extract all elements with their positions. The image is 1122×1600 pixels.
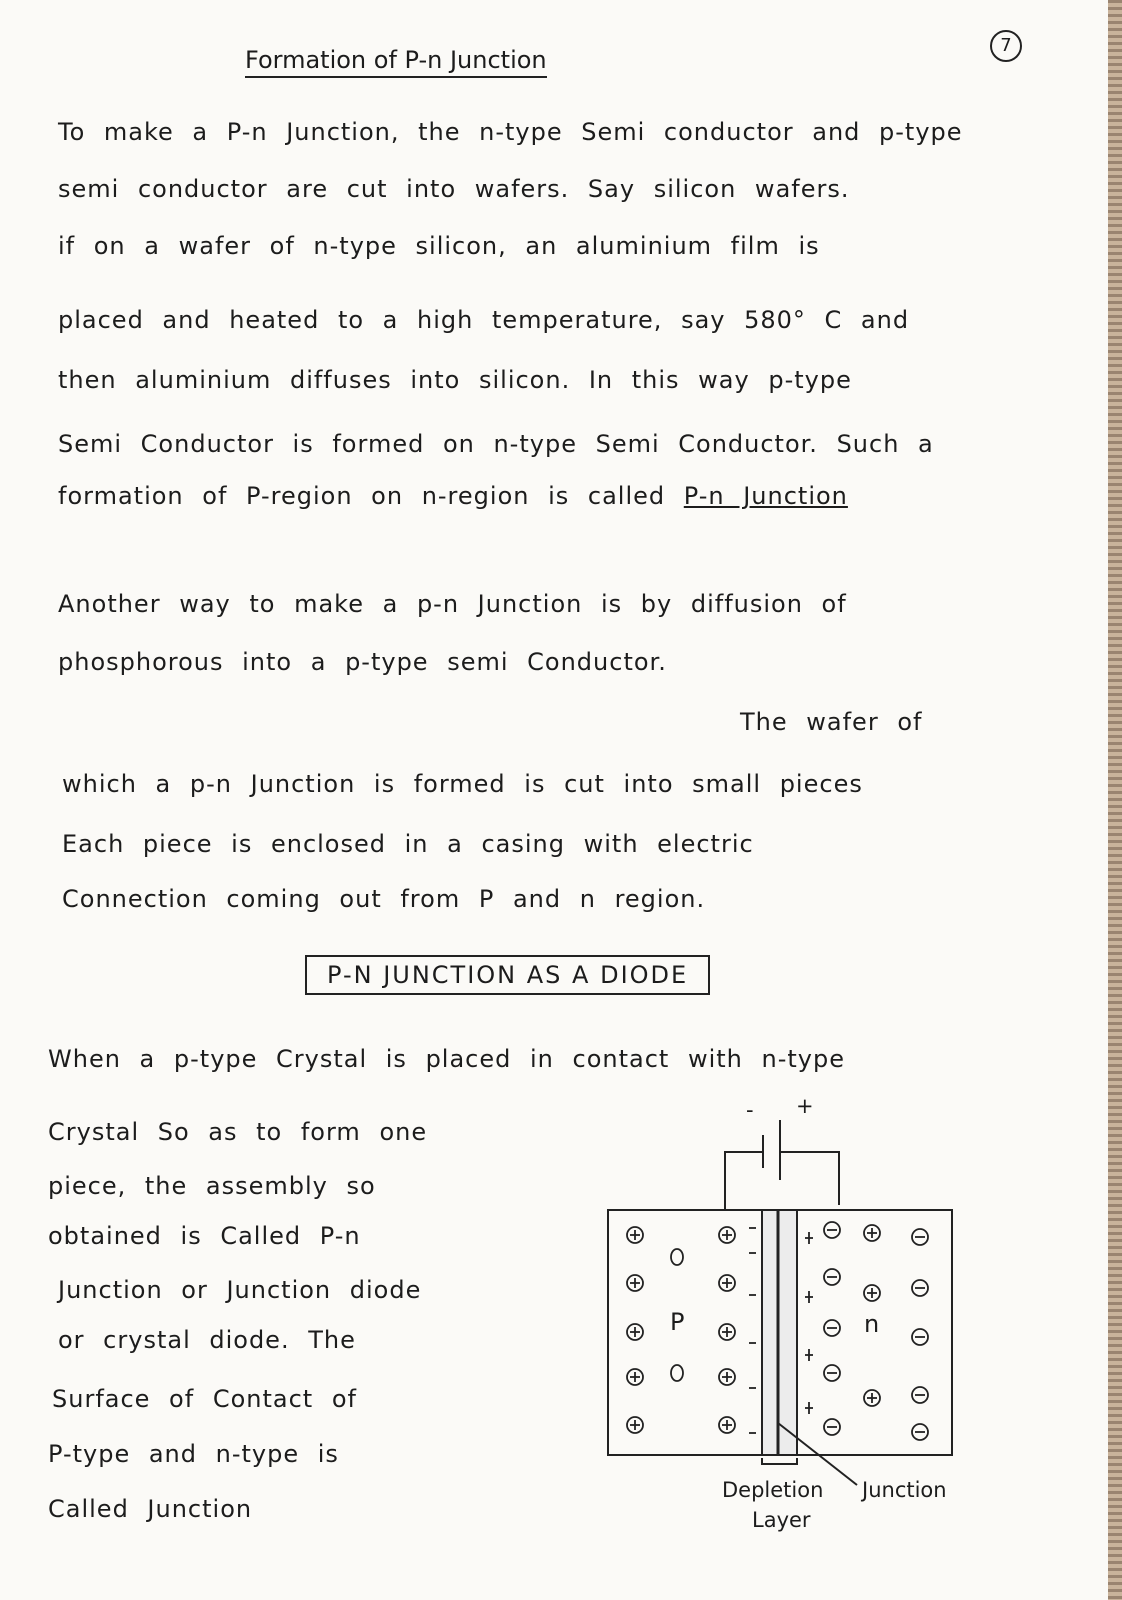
text-line: Each piece is enclosed in a casing with electric — [62, 830, 754, 858]
text-line: Crystal So as to form one — [48, 1118, 428, 1146]
depletion-bracket — [762, 1458, 797, 1464]
text-line: Another way to make a p-n Junction is by diffusion of — [58, 590, 847, 618]
text-line: if on a wafer of n-type silicon, an aluminium film is — [58, 232, 820, 260]
text-line: semi conductor are cut into wafers. Say silicon wafers. — [58, 175, 850, 203]
text-line: The wafer of — [740, 708, 923, 736]
text-line: Junction or Junction diode — [58, 1276, 422, 1304]
depletion-layer — [762, 1210, 797, 1455]
layer-label: Layer — [752, 1508, 811, 1532]
page-title: Formation of P-n Junction — [245, 46, 547, 78]
text-line: Called Junction — [48, 1495, 253, 1523]
junction-label: Junction — [862, 1478, 947, 1502]
text-line: P-type and n-type is — [48, 1440, 339, 1468]
section-heading: P-N JUNCTION AS A DIODE — [305, 955, 710, 995]
text-line: To make a P-n Junction, the n-type Semi conductor and p-type — [58, 118, 963, 146]
text-line: placed and heated to a high temperature, say 580° C and — [58, 306, 910, 334]
text-line: Surface of Contact of — [52, 1385, 357, 1413]
neutral-atom-icon — [671, 1249, 683, 1265]
text-line: or crystal diode. The — [58, 1326, 356, 1354]
page-number: 7 — [990, 30, 1022, 62]
depletion-label: Depletion — [722, 1478, 824, 1502]
text-line: Semi Conductor is formed on n-type Semi Conductor. Such a — [58, 430, 934, 458]
battery-plus-label: + — [796, 1094, 814, 1118]
emphasis-term: P-n Junction — [683, 482, 848, 510]
battery-icon — [725, 1120, 839, 1210]
text-line: When a p-type Crystal is placed in contact with n-type — [48, 1045, 845, 1073]
battery-minus-label: - — [746, 1098, 754, 1122]
text-line: which a p-n Junction is formed is cut into small pieces — [62, 770, 863, 798]
p-region-label: P — [670, 1308, 685, 1336]
neutral-atom-icon — [671, 1365, 683, 1381]
text-segment: formation of P-region on n-region is called — [58, 482, 666, 510]
text-line: piece, the assembly so — [48, 1172, 376, 1200]
n-region-label: n — [864, 1310, 880, 1338]
text-line: then aluminium diffuses into silicon. In this way p-type — [58, 366, 852, 394]
text-line: Connection coming out from P and n region. — [62, 885, 706, 913]
text-line: phosphorous into a p-type semi Conductor. — [58, 648, 667, 676]
text-line: obtained is Called P-n — [48, 1222, 361, 1250]
